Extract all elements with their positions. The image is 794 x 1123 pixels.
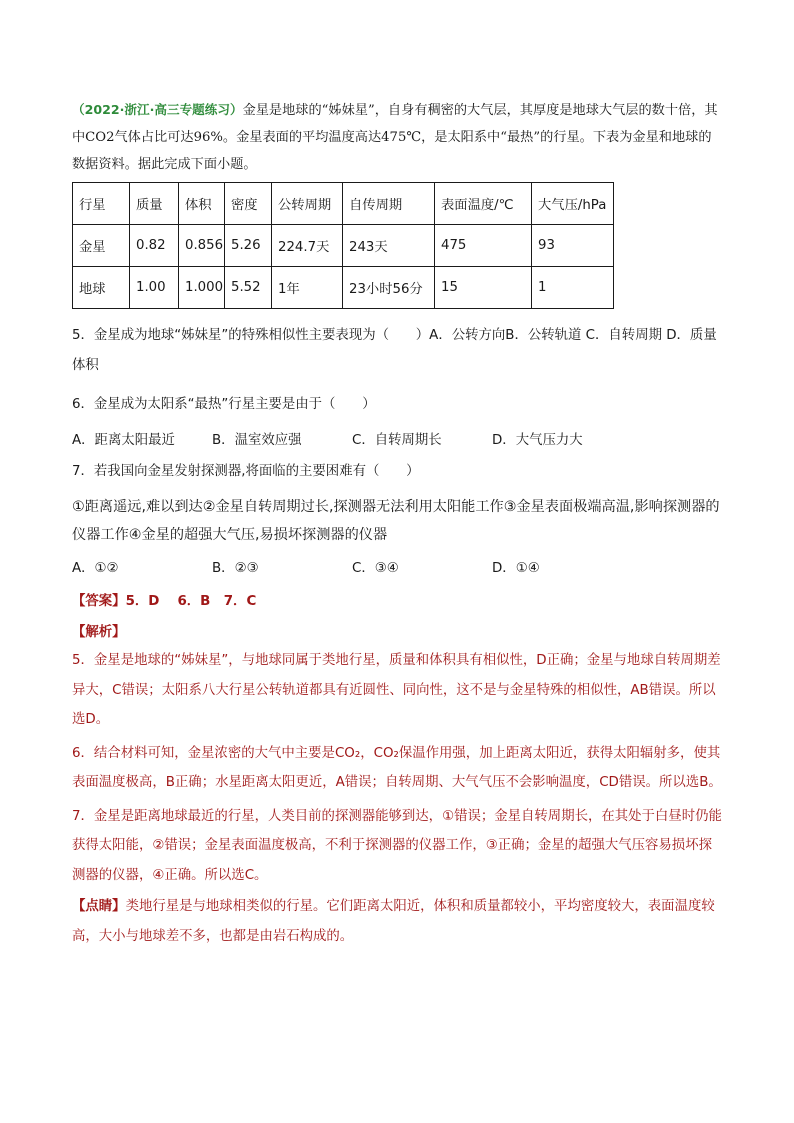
question-7-options [72, 557, 722, 576]
option-b: B．温室效应强 [212, 433, 302, 448]
answer-label: 【答案】 [72, 594, 126, 609]
note-text: 类地行星是与地球相类似的行星。它们距离太阳近，体积和质量都较小，平均密度较大，表面温度较高，大小与地球差不多，也都是由岩石构成的。 [72, 899, 715, 944]
table-cell: 0.82 [130, 225, 179, 267]
source-tag: （2022·浙江·高三专题练习） [72, 102, 243, 117]
intro-text: 金星是地球的“姊妹星”，自身有稠密的大气层，其厚度是地球大气层的数十倍，其中CO2气体占比可达96%。金星表面的平均温度高达475℃，是太阳系中“最热”的行星。下表为金星和地球的数据资料。据此完成下面小题。 [72, 103, 718, 172]
option-c: C．③④ [352, 561, 399, 576]
table-header: 密度 [225, 183, 272, 225]
question-7-items: ①距离遥远,难以到达②金星自转周期过长,探测器无法利用太阳能工作③金星表面极端高温,影响探测器的仪器工作④金星的超强大气压,易损坏探测器的仪器 [72, 499, 720, 543]
answer-line [72, 590, 722, 609]
table-row [73, 267, 614, 309]
table-header: 公转周期 [272, 183, 343, 225]
table-cell: 243天 [343, 225, 435, 267]
table-cell: 224.7天 [272, 225, 343, 267]
note-label: 【点睛】 [72, 899, 126, 914]
table-cell: 5.52 [225, 267, 272, 309]
intro-paragraph [72, 96, 722, 178]
table-header: 自传周期 [343, 183, 435, 225]
table-cell: 23小时56分 [343, 267, 435, 309]
option-c: C．自转周期长 [352, 433, 442, 448]
table-cell: 475 [435, 225, 532, 267]
table-cell: 1.00 [130, 267, 179, 309]
table-cell: 93 [532, 225, 614, 267]
analysis-label: 【解析】 [72, 625, 126, 640]
table-cell: 1.000 [179, 267, 225, 309]
question-7-stem: 7．若我国向金星发射探测器,将面临的主要困难有（ ） [72, 464, 420, 479]
table-cell: 15 [435, 267, 532, 309]
option-a: A．①② [72, 561, 119, 576]
table-header: 质量 [130, 183, 179, 225]
table-cell: 地球 [73, 267, 130, 309]
table-row [73, 225, 614, 267]
table-cell: 1 [532, 267, 614, 309]
table-header-row [73, 183, 614, 225]
table-cell: 金星 [73, 225, 130, 267]
question-6-options [72, 429, 722, 448]
explanation-5: 5．金星是地球的“姊妹星”，与地球同属于类地行星，质量和体积具有相似性，D正确；金星与地球自转周期差异大，C错误；太阳系八大行星公转轨道都具有近圆性、同向性，这不是与金星特殊的相似性，AB错误。所以选D。 [72, 653, 721, 727]
table-header: 大气压/hPa [532, 183, 614, 225]
question-5: 5．金星成为地球“姊妹星”的特殊相似性主要表现为（ ）A．公转方向B．公转轨道 C．自转周期 D．质量体积 [72, 328, 717, 373]
worksheet [72, 96, 722, 951]
option-d: D．①④ [492, 561, 540, 576]
table-header: 体积 [179, 183, 225, 225]
explanation-7: 7．金星是距离地球最近的行星，人类目前的探测器能够到达，①错误；金星自转周期长，在其处于白昼时仍能获得太阳能，②错误；金星表面温度极高，不利于探测器的仪器工作，③正确；金星的超强大气压容易损坏探测器的仪器，④正确。所以选C。 [72, 808, 722, 883]
table-header: 行星 [73, 183, 130, 225]
answer-value: 5．D 6．B 7．C [125, 594, 257, 609]
note-paragraph [72, 892, 722, 951]
table-cell: 1年 [272, 267, 343, 309]
option-d: D．大气压力大 [492, 433, 583, 448]
table-cell: 0.856 [179, 225, 225, 267]
option-b: B．②③ [212, 561, 259, 576]
table-header: 表面温度/℃ [435, 183, 532, 225]
option-a: A．距离太阳最近 [72, 433, 175, 448]
explanation-6: 6．结合材料可知，金星浓密的大气中主要是CO₂，CO₂保温作用强，加上距离太阳近，获得太阳辐射多，使其表面温度极高，B正确；水星距离太阳更近，A错误；自转周期、大气气压不会影响温度，CD错误。所以选B。 [72, 745, 722, 790]
planet-data-table [72, 182, 614, 309]
table-cell: 5.26 [225, 225, 272, 267]
question-6-stem: 6．金星成为太阳系“最热”行星主要是由于（ ） [72, 397, 376, 412]
